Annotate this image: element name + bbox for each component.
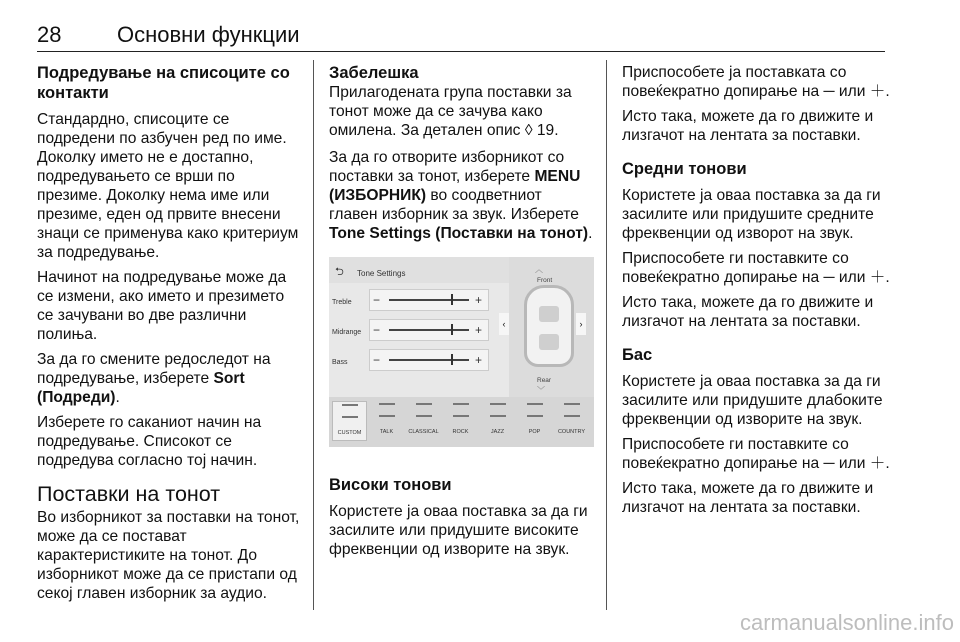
preset-bar <box>329 397 594 447</box>
section-heading: Средни тонови <box>622 160 747 178</box>
figure-title: Tone Settings <box>357 269 406 278</box>
chevron-up-icon: ︿ <box>535 265 543 274</box>
preset-label: TALK <box>379 429 394 435</box>
figure-title-bar <box>329 257 509 283</box>
paragraph: Исто така, можете да го движите и лизгачот на лентата за поставки. <box>622 480 874 516</box>
preset-custom <box>332 401 367 441</box>
seat-icon <box>539 334 559 350</box>
paragraph: Во изборникот за поставки на тонот, може да се постават карактеристиките на тонот. До изборникот може да се пристапи од секој главен изборник за аудио. <box>37 509 300 602</box>
text: За да го отворите изборникот со поставки за тонот, изберете <box>329 149 565 185</box>
paragraph: Користете ја оваа поставка за да ги засилите или придушите длабоките фреквенции од изворите на звук. <box>622 373 883 428</box>
section-heading: Бас <box>622 346 653 364</box>
preset-label: JAZZ <box>490 429 505 435</box>
equalizer-icon <box>453 403 469 417</box>
eq-row-midrange <box>329 315 509 345</box>
preset-label: POP <box>528 429 541 435</box>
paragraph: Начинот на подредување може да се измени, ако името и презимето се зачувани во две различни полиња. <box>37 269 287 343</box>
page-reference: ◊ 19. <box>524 122 559 139</box>
page-number: 28 <box>37 22 62 47</box>
menu-term-menu: MENU (ИЗБОРНИК) <box>329 168 581 204</box>
preset-talk <box>369 401 404 441</box>
menu-term-sort: Sort (Подреди) <box>37 370 245 406</box>
equalizer-icon <box>527 403 543 417</box>
equalizer-icon <box>379 403 395 417</box>
text: Прилагодената група поставки за тонот може да се зачува како омилена. За детален опис <box>329 84 572 139</box>
chevron-right-icon: › <box>576 313 586 335</box>
preset-jazz <box>480 401 515 441</box>
column-divider <box>606 60 607 610</box>
equalizer-icon <box>342 404 358 418</box>
eq-label: Midrange <box>332 329 362 336</box>
paragraph: Користете ја оваа поставка за да ги засилите или придушите средните фреквенции од изворот на звук. <box>622 187 881 242</box>
paragraph: Приспособете ги поставките со повеќекратно допирање на ─ или ＋. <box>622 436 890 472</box>
eq-thumb <box>451 324 453 335</box>
preset-label: COUNTRY <box>557 429 586 435</box>
equalizer-icon <box>564 403 580 417</box>
section-heading: Високи тонови <box>329 476 452 494</box>
front-label: Front <box>537 277 553 284</box>
chevron-down-icon: ﹀ <box>537 386 545 395</box>
column-2 <box>329 63 594 559</box>
column-3 <box>622 63 892 517</box>
column-divider <box>313 60 314 610</box>
preset-label: CUSTOM <box>337 430 362 436</box>
chapter-title: Основни функции <box>117 22 300 47</box>
text: во соодветниот главен изборник за звук. Изберете <box>329 187 579 223</box>
back-icon: ⮌ <box>335 266 344 278</box>
watermark: carmanualsonline.info <box>739 610 954 635</box>
plus-icon: + <box>475 323 483 337</box>
seat-icon <box>539 306 559 322</box>
note-heading: Забелешка <box>329 64 419 82</box>
minus-icon: − <box>373 353 381 367</box>
plus-icon: + <box>475 293 483 307</box>
equalizer-icon <box>416 403 432 417</box>
paragraph: Изберете го саканиот начин на подредување. Списокот се подредува согласно тој начин. <box>37 414 262 469</box>
text: . <box>588 225 593 242</box>
paragraph <box>329 148 594 243</box>
tone-settings-screenshot <box>329 257 594 447</box>
paragraph: Приспособете ги поставките со повеќекратно допирање на ─ или ＋. <box>622 250 890 286</box>
equalizer-icon <box>490 403 506 417</box>
eq-label: Bass <box>332 359 348 366</box>
preset-label: CLASSICAL <box>408 429 439 435</box>
rear-label: Rear <box>537 377 552 384</box>
eq-label: Treble <box>332 299 352 306</box>
car-icon <box>524 285 574 367</box>
preset-rock <box>443 401 478 441</box>
preset-pop <box>517 401 552 441</box>
section-title: Поставки на тонот <box>37 482 221 506</box>
text: . <box>115 389 120 406</box>
paragraph: Користете ја оваа поставка за да ги засилите или придушите високите фреквенции од изворите на звук. <box>329 503 588 558</box>
paragraph <box>37 350 302 407</box>
paragraph: Стандардно, списоците се подредени по азбучен ред по име. Доколку името не е достапно, подредувањето се врши по презиме. Доколку нема име или презиме, еден од првите внесени знаци се применува како критериум за подредување. <box>37 111 299 261</box>
eq-track <box>389 359 469 361</box>
column-1 <box>37 63 302 603</box>
minus-icon: − <box>373 293 381 307</box>
plus-icon: + <box>475 353 483 367</box>
paragraph: Исто така, можете да го движите и лизгачот на лентата за поставки. <box>622 108 874 144</box>
preset-classical <box>406 401 441 441</box>
eq-row-treble <box>329 285 509 315</box>
minus-icon: − <box>373 323 381 337</box>
eq-track <box>389 329 469 331</box>
eq-row-bass <box>329 345 509 375</box>
eq-thumb <box>451 294 453 305</box>
section-heading: Подредување на списоците со контакти <box>37 64 290 102</box>
preset-label: ROCK <box>452 429 469 435</box>
eq-track <box>389 299 469 301</box>
eq-thumb <box>451 354 453 365</box>
menu-term-tone-settings: Tone Settings (Поставки на тонот) <box>329 225 589 242</box>
paragraph: Приспособете ја поставката со повеќекратно допирање на ─ или ＋. <box>622 64 890 100</box>
chevron-left-icon: ‹ <box>499 313 509 335</box>
text: За да го смените редоследот на подредување, изберете <box>37 351 271 387</box>
paragraph: Исто така, можете да го движите и лизгачот на лентата за поставки. <box>622 294 874 330</box>
page-header <box>37 12 885 52</box>
preset-country <box>554 401 589 441</box>
note-text <box>329 83 594 140</box>
